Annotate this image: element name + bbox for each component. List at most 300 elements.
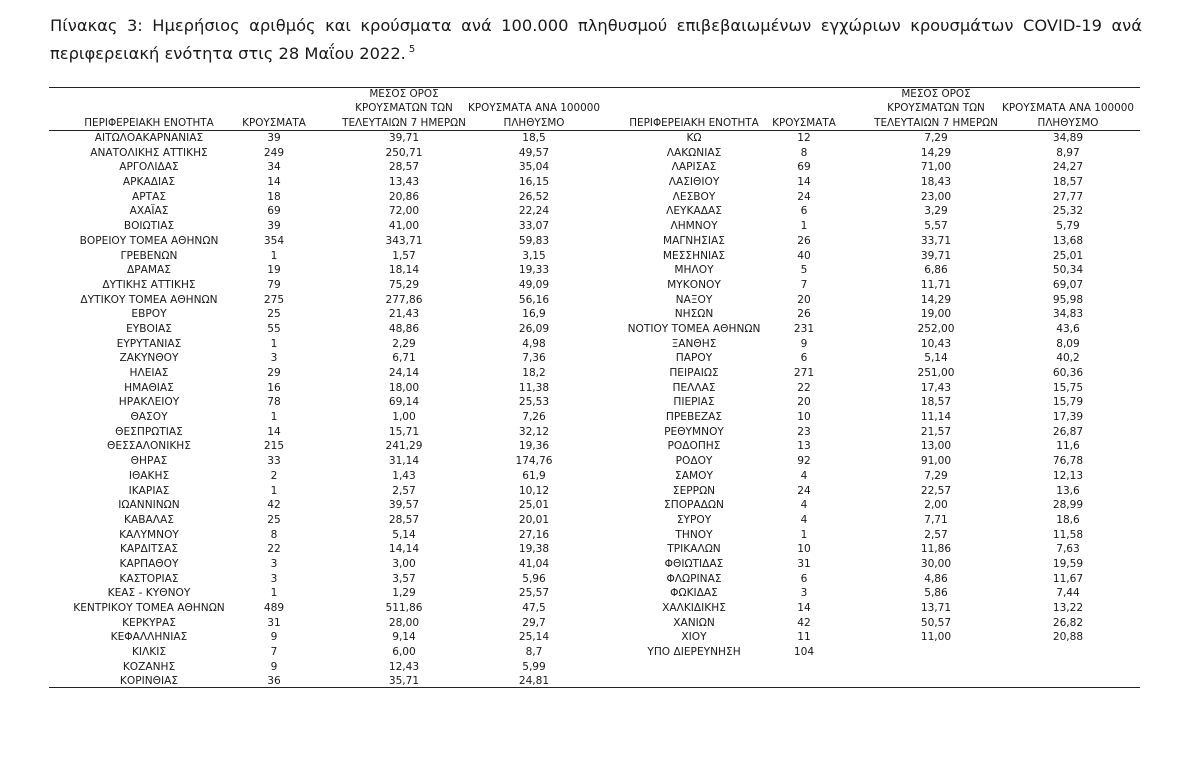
left-avg7-cell: 28,57 (388, 513, 420, 526)
right-region-cell: ΛΑΣΙΘΙΟΥ (668, 176, 720, 189)
left-region-cell: ΕΒΡΟΥ (131, 308, 167, 321)
right-cases-cell: 69 (797, 161, 811, 174)
right-region-cell: ΜΥΚΟΝΟΥ (667, 278, 721, 291)
right-region-cell: ΛΕΣΒΟΥ (672, 190, 716, 203)
left-region-cell: ΚΕΝΤΡΙΚΟΥ ΤΟΜΕΑ ΑΘΗΝΩΝ (73, 602, 225, 614)
header-avg7-left: ΜΕΣΟΣ ΟΡΟΣ ΚΡΟΥΣΜΑΤΩΝ ΤΩΝ ΤΕΛΕΥΤΑΙΩΝ 7 ΗΜΕΡΩΝ (342, 87, 466, 129)
table-row (49, 410, 1140, 425)
right-avg7-cell: 13,71 (920, 602, 952, 614)
left-per100k-cell: 19,33 (518, 264, 550, 277)
left-region-cell: ΔΥΤΙΚΟΥ ΤΟΜΕΑ ΑΘΗΝΩΝ (80, 293, 218, 306)
right-per100k-cell: 8,09 (1056, 337, 1080, 350)
table-row (49, 660, 1140, 675)
right-cases-cell: 5 (800, 264, 808, 277)
left-avg7-cell: 9,14 (392, 631, 416, 644)
table-caption (50, 14, 1142, 66)
right-region-cell: ΡΕΘΥΜΝΟΥ (664, 425, 724, 438)
left-avg7-cell: 75,29 (388, 278, 420, 291)
left-cases-cell: 16 (267, 381, 281, 394)
left-region-cell: ΘΕΣΠΡΩΤΙΑΣ (115, 425, 183, 438)
right-cases-cell: 3 (800, 587, 808, 600)
right-region-cell: ΣΠΟΡΑΔΩΝ (664, 499, 724, 512)
left-per100k-cell: 5,99 (522, 660, 546, 673)
left-region-cell: ΑΡΤΑΣ (131, 190, 167, 203)
left-region-cell: ΑΡΚΑΔΙΑΣ (122, 176, 176, 189)
right-region-cell: ΛΑΡΙΣΑΣ (671, 161, 717, 174)
left-per100k-cell: 10,12 (518, 484, 550, 497)
right-per100k-cell: 13,22 (1052, 602, 1084, 614)
right-cases-cell: 12 (797, 132, 811, 144)
left-cases-cell: 3 (270, 352, 278, 365)
left-cases-cell: 39 (267, 132, 281, 144)
right-per100k-cell: 20,88 (1052, 631, 1084, 644)
right-region-cell: ΝΗΣΩΝ (674, 308, 714, 321)
right-cases-cell: 24 (797, 190, 811, 203)
left-per100k-cell: 26,09 (518, 322, 550, 335)
left-cases-cell: 69 (267, 205, 281, 218)
table-row (49, 469, 1140, 484)
right-region-cell: ΦΘΙΩΤΙΔΑΣ (664, 557, 724, 570)
table-row (49, 204, 1140, 219)
left-cases-cell: 36 (267, 675, 281, 688)
right-avg7-cell: 18,43 (920, 176, 952, 189)
left-cases-cell: 34 (267, 161, 281, 174)
right-per100k-cell: 11,67 (1052, 572, 1084, 585)
left-region-cell: ΙΘΑΚΗΣ (128, 469, 170, 482)
left-avg7-cell: 35,71 (388, 675, 420, 688)
left-avg7-cell: 277,86 (385, 293, 423, 306)
right-region-cell: ΛΑΚΩΝΙΑΣ (666, 146, 722, 159)
header-cases-right: ΚΡΟΥΣΜΑΤΑ (772, 116, 836, 129)
right-avg7-cell: 11,71 (920, 278, 952, 291)
left-cases-cell: 3 (270, 557, 278, 570)
left-avg7-cell: 18,14 (388, 264, 420, 277)
left-region-cell: ΗΛΕΙΑΣ (129, 367, 169, 379)
header-cases-left: ΚΡΟΥΣΜΑΤΑ (242, 116, 306, 129)
left-region-cell: ΑΙΤΩΛΟΑΚΑΡΝΑΝΙΑΣ (94, 132, 204, 144)
right-per100k-cell: 26,87 (1052, 425, 1084, 438)
right-cases-cell: 9 (800, 337, 808, 350)
left-cases-cell: 79 (267, 278, 281, 291)
left-cases-cell: 33 (267, 455, 281, 468)
left-cases-cell: 9 (270, 660, 278, 673)
left-cases-cell: 1 (270, 411, 278, 424)
right-per100k-cell: 11,58 (1052, 528, 1084, 541)
left-cases-cell: 14 (267, 176, 281, 189)
right-region-cell: ΧΑΛΚΙΔΙΚΗΣ (662, 602, 726, 614)
right-avg7-cell: 7,29 (924, 469, 948, 482)
right-per100k-cell: 69,07 (1052, 278, 1084, 291)
table-row (49, 219, 1140, 234)
left-avg7-cell: 20,86 (388, 190, 420, 203)
right-per100k-cell: 95,98 (1052, 293, 1084, 306)
right-region-cell: ΡΟΔΟΠΗΣ (667, 440, 721, 453)
right-region-cell: ΠΕΙΡΑΙΩΣ (669, 367, 719, 379)
left-avg7-cell: 12,43 (388, 660, 420, 673)
table-row (49, 131, 1140, 146)
right-cases-cell: 10 (797, 543, 811, 556)
left-cases-cell: 275 (263, 293, 285, 306)
left-cases-cell: 7 (270, 646, 278, 659)
left-per100k-cell: 7,26 (522, 411, 546, 424)
left-avg7-cell: 1,00 (392, 411, 416, 424)
right-avg7-cell: 11,14 (920, 411, 952, 424)
left-avg7-cell: 3,57 (392, 572, 416, 585)
right-per100k-cell: 19,59 (1052, 557, 1084, 570)
left-region-cell: ΚΑΣΤΟΡΙΑΣ (119, 572, 179, 585)
right-per100k-cell: 18,6 (1056, 513, 1080, 526)
left-region-cell: ΚΕΦΑΛΛΗΝΙΑΣ (110, 631, 188, 644)
left-cases-cell: 249 (263, 146, 285, 159)
left-per100k-cell: 49,57 (518, 146, 550, 159)
table-row (49, 263, 1140, 278)
right-avg7-cell: 14,29 (920, 293, 952, 306)
right-cases-cell: 22 (797, 381, 811, 394)
left-cases-cell: 1 (270, 337, 278, 350)
left-region-cell: ΑΡΓΟΛΙΔΑΣ (119, 161, 179, 174)
right-per100k-cell: 13,68 (1052, 234, 1084, 247)
left-cases-cell: 1 (270, 587, 278, 600)
left-region-cell: ΓΡΕΒΕΝΩΝ (120, 249, 178, 262)
right-avg7-cell: 251,00 (917, 367, 955, 379)
right-per100k-cell: 43,6 (1056, 322, 1080, 335)
left-per100k-cell: 59,83 (518, 234, 550, 247)
left-region-cell: ΚΟΖΑΝΗΣ (122, 660, 176, 673)
right-avg7-cell: 5,57 (924, 220, 948, 233)
right-avg7-cell: 17,43 (920, 381, 952, 394)
left-cases-cell: 31 (267, 616, 281, 629)
right-per100k-cell: 40,2 (1056, 352, 1080, 365)
left-cases-cell: 14 (267, 425, 281, 438)
left-avg7-cell: 1,43 (392, 469, 416, 482)
left-cases-cell: 78 (267, 396, 281, 409)
left-region-cell: ΚΑΡΔΙΤΣΑΣ (119, 543, 179, 556)
left-region-cell: ΒΟΙΩΤΙΑΣ (123, 220, 175, 233)
table-row (49, 645, 1140, 660)
table-row (49, 557, 1140, 572)
table-row (49, 498, 1140, 513)
left-per100k-cell: 22,24 (518, 205, 550, 218)
right-region-cell: ΝΑΞΟΥ (675, 293, 713, 306)
table-row (49, 278, 1140, 293)
left-avg7-cell: 21,43 (388, 308, 420, 321)
right-per100k-cell: 18,57 (1052, 176, 1084, 189)
caption-footnote-ref: 5 (408, 44, 416, 55)
right-avg7-cell: 22,57 (920, 484, 952, 497)
right-region-cell: ΚΩ (686, 132, 702, 144)
left-region-cell: ΚΑΒΑΛΑΣ (124, 513, 174, 526)
table-row (49, 381, 1140, 396)
right-region-cell: ΣΥΡΟΥ (676, 513, 712, 526)
left-avg7-cell: 1,29 (392, 587, 416, 600)
left-avg7-cell: 3,00 (392, 557, 416, 570)
right-per100k-cell: 15,79 (1052, 396, 1084, 409)
left-region-cell: ΖΑΚΥΝΘΟΥ (119, 352, 179, 365)
right-cases-cell: 14 (797, 176, 811, 189)
left-cases-cell: 39 (267, 220, 281, 233)
right-region-cell: ΥΠΟ ΔΙΕΡΕΥΝΗΣΗ (647, 646, 741, 659)
right-avg7-cell: 33,71 (920, 234, 952, 247)
left-per100k-cell: 20,01 (518, 513, 550, 526)
right-cases-cell: 10 (797, 411, 811, 424)
right-region-cell: ΦΛΩΡΙΝΑΣ (666, 572, 722, 585)
left-cases-cell: 3 (270, 572, 278, 585)
right-region-cell: ΞΑΝΘΗΣ (671, 337, 717, 350)
right-avg7-cell: 71,00 (920, 161, 952, 174)
right-per100k-cell: 8,97 (1056, 146, 1080, 159)
right-cases-cell: 271 (793, 367, 815, 379)
right-cases-cell: 1 (800, 220, 808, 233)
left-cases-cell: 25 (267, 513, 281, 526)
left-per100k-cell: 29,7 (522, 616, 546, 629)
right-per100k-cell: 15,75 (1052, 381, 1084, 394)
left-avg7-cell: 14,14 (388, 543, 420, 556)
right-cases-cell: 11 (797, 631, 811, 644)
left-per100k-cell: 11,38 (518, 381, 550, 394)
right-region-cell: ΤΗΝΟΥ (675, 528, 713, 541)
right-region-cell: ΛΕΥΚΑΔΑΣ (666, 205, 722, 218)
left-cases-cell: 9 (270, 631, 278, 644)
right-cases-cell: 14 (797, 602, 811, 614)
table-row (49, 601, 1140, 616)
left-per100k-cell: 27,16 (518, 528, 550, 541)
right-avg7-cell: 3,29 (924, 205, 948, 218)
left-avg7-cell: 39,57 (388, 499, 420, 512)
right-avg7-cell: 19,00 (920, 308, 952, 321)
left-per100k-cell: 33,07 (518, 220, 550, 233)
right-cases-cell: 20 (797, 293, 811, 306)
left-per100k-cell: 61,9 (522, 469, 546, 482)
right-avg7-cell: 14,29 (920, 146, 952, 159)
table-row (49, 630, 1140, 645)
right-per100k-cell: 25,32 (1052, 205, 1084, 218)
left-cases-cell: 489 (263, 602, 285, 614)
left-avg7-cell: 15,71 (388, 425, 420, 438)
right-cases-cell: 26 (797, 308, 811, 321)
right-avg7-cell: 5,86 (924, 587, 948, 600)
left-cases-cell: 1 (270, 249, 278, 262)
right-avg7-cell: 13,00 (920, 440, 952, 453)
left-region-cell: ΚΙΛΚΙΣ (131, 646, 167, 659)
left-avg7-cell: 5,14 (392, 528, 416, 541)
table-row (49, 307, 1140, 322)
right-per100k-cell: 24,27 (1052, 161, 1084, 174)
left-cases-cell: 1 (270, 484, 278, 497)
left-region-cell: ΕΥΡΥΤΑΝΙΑΣ (116, 337, 182, 350)
left-region-cell: ΚΕΑΣ - ΚΥΘΝΟΥ (107, 587, 191, 600)
right-region-cell: ΜΕΣΣΗΝΙΑΣ (662, 249, 726, 262)
table-row (49, 190, 1140, 205)
header-avg7-right: ΜΕΣΟΣ ΟΡΟΣ ΚΡΟΥΣΜΑΤΩΝ ΤΩΝ ΤΕΛΕΥΤΑΙΩΝ 7 ΗΜΕΡΩΝ (874, 87, 998, 129)
right-region-cell: ΜΗΛΟΥ (674, 264, 714, 277)
right-region-cell: ΠΕΛΛΑΣ (672, 381, 716, 394)
left-cases-cell: 215 (263, 440, 285, 453)
right-per100k-cell: 7,44 (1056, 587, 1080, 600)
left-avg7-cell: 28,57 (388, 161, 420, 174)
left-cases-cell: 18 (267, 190, 281, 203)
right-avg7-cell: 7,29 (924, 132, 948, 144)
left-avg7-cell: 28,00 (388, 616, 420, 629)
left-avg7-cell: 31,14 (388, 455, 420, 468)
left-avg7-cell: 6,71 (392, 352, 416, 365)
right-cases-cell: 1 (800, 528, 808, 541)
right-region-cell: ΜΑΓΝΗΣΙΑΣ (663, 234, 725, 247)
right-cases-cell: 104 (793, 646, 815, 659)
right-cases-cell: 40 (797, 249, 811, 262)
left-per100k-cell: 49,09 (518, 278, 550, 291)
right-per100k-cell: 60,36 (1052, 367, 1084, 379)
right-per100k-cell: 50,34 (1052, 264, 1084, 277)
right-per100k-cell: 7,63 (1056, 543, 1080, 556)
left-cases-cell: 2 (270, 469, 278, 482)
left-per100k-cell: 25,53 (518, 396, 550, 409)
table-row (49, 293, 1140, 308)
left-region-cell: ΚΟΡΙΝΘΙΑΣ (119, 675, 179, 688)
left-region-cell: ΙΩΑΝΝΙΝΩΝ (118, 499, 180, 512)
left-region-cell: ΒΟΡΕΙΟΥ ΤΟΜΕΑ ΑΘΗΝΩΝ (79, 234, 219, 247)
right-cases-cell: 23 (797, 425, 811, 438)
right-region-cell: ΧΙΟΥ (681, 631, 707, 644)
table-row (49, 528, 1140, 543)
left-cases-cell: 42 (267, 499, 281, 512)
left-region-cell: ΑΧΑΪΑΣ (129, 205, 169, 218)
table-row (49, 337, 1140, 352)
right-avg7-cell: 5,14 (924, 352, 948, 365)
right-cases-cell: 6 (800, 352, 808, 365)
left-per100k-cell: 25,14 (518, 631, 550, 644)
right-per100k-cell: 76,78 (1052, 455, 1084, 468)
left-cases-cell: 25 (267, 308, 281, 321)
right-avg7-cell: 50,57 (920, 616, 952, 629)
right-avg7-cell: 21,57 (920, 425, 952, 438)
table-row (49, 454, 1140, 469)
right-cases-cell: 8 (800, 146, 808, 159)
right-avg7-cell: 30,00 (920, 557, 952, 570)
right-per100k-cell: 5,79 (1056, 220, 1080, 233)
left-avg7-cell: 343,71 (385, 234, 423, 247)
left-region-cell: ΚΕΡΚΥΡΑΣ (122, 616, 176, 629)
left-cases-cell: 8 (270, 528, 278, 541)
left-avg7-cell: 48,86 (388, 322, 420, 335)
left-per100k-cell: 32,12 (518, 425, 550, 438)
left-region-cell: ΚΑΡΠΑΘΟΥ (119, 557, 179, 570)
right-avg7-cell: 91,00 (920, 455, 952, 468)
right-avg7-cell: 2,57 (924, 528, 948, 541)
left-per100k-cell: 16,9 (522, 308, 546, 321)
right-avg7-cell: 10,43 (920, 337, 952, 350)
right-avg7-cell: 23,00 (920, 190, 952, 203)
right-cases-cell: 92 (797, 455, 811, 468)
table-row (49, 395, 1140, 410)
left-per100k-cell: 4,98 (522, 337, 546, 350)
left-per100k-cell: 19,36 (518, 440, 550, 453)
right-avg7-cell: 11,86 (920, 543, 952, 556)
left-per100k-cell: 7,36 (522, 352, 546, 365)
right-cases-cell: 13 (797, 440, 811, 453)
table-row (49, 146, 1140, 161)
table-row (49, 351, 1140, 366)
right-cases-cell: 4 (800, 499, 808, 512)
table-row (49, 572, 1140, 587)
left-avg7-cell: 2,29 (392, 337, 416, 350)
left-cases-cell: 55 (267, 322, 281, 335)
table-row (49, 234, 1140, 249)
table-row (49, 542, 1140, 557)
left-avg7-cell: 6,00 (392, 646, 416, 659)
left-region-cell: ΘΕΣΣΑΛΟΝΙΚΗΣ (107, 440, 191, 453)
header-region-left: ΠΕΡΙΦΕΡΕΙΑΚΗ ΕΝΟΤΗΤΑ (84, 116, 214, 129)
table-row (49, 249, 1140, 264)
right-avg7-cell: 7,71 (924, 513, 948, 526)
left-region-cell: ΙΚΑΡΙΑΣ (128, 484, 170, 497)
table-row (49, 425, 1140, 440)
table-row (49, 616, 1140, 631)
right-region-cell: ΠΡΕΒΕΖΑΣ (665, 411, 723, 424)
left-avg7-cell: 1,57 (392, 249, 416, 262)
right-region-cell: ΛΗΜΝΟΥ (670, 220, 718, 233)
left-per100k-cell: 16,15 (518, 176, 550, 189)
left-per100k-cell: 35,04 (518, 161, 550, 174)
left-cases-cell: 29 (267, 367, 281, 379)
left-region-cell: ΕΥΒΟΙΑΣ (126, 322, 172, 335)
right-avg7-cell: 4,86 (924, 572, 948, 585)
right-avg7-cell: 6,86 (924, 264, 948, 277)
left-region-cell: ΑΝΑΤΟΛΙΚΗΣ ΑΤΤΙΚΗΣ (90, 146, 208, 159)
right-avg7-cell: 39,71 (920, 249, 952, 262)
left-region-cell: ΔΥΤΙΚΗΣ ΑΤΤΙΚΗΣ (102, 278, 196, 291)
table-row (49, 439, 1140, 454)
left-region-cell: ΗΡΑΚΛΕΙΟΥ (118, 396, 180, 409)
right-region-cell: ΧΑΝΙΩΝ (673, 616, 715, 629)
right-per100k-cell: 11,6 (1056, 440, 1080, 453)
left-region-cell: ΚΑΛΥΜΝΟΥ (119, 528, 179, 541)
left-avg7-cell: 24,14 (388, 367, 420, 379)
left-per100k-cell: 25,01 (518, 499, 550, 512)
left-avg7-cell: 511,86 (385, 602, 423, 614)
right-region-cell: ΣΑΜΟΥ (675, 469, 713, 482)
right-cases-cell: 31 (797, 557, 811, 570)
left-per100k-cell: 18,2 (522, 367, 546, 379)
right-avg7-cell: 252,00 (917, 322, 955, 335)
right-region-cell: ΤΡΙΚΑΛΩΝ (667, 543, 721, 556)
left-per100k-cell: 47,5 (522, 602, 546, 614)
right-per100k-cell: 28,99 (1052, 499, 1084, 512)
table-bottom-rule (49, 687, 1140, 688)
right-avg7-cell: 18,57 (920, 396, 952, 409)
header-region-right: ΠΕΡΙΦΕΡΕΙΑΚΗ ΕΝΟΤΗΤΑ (629, 116, 759, 129)
right-per100k-cell: 26,82 (1052, 616, 1084, 629)
right-region-cell: ΡΟΔΟΥ (675, 455, 713, 468)
table-row (49, 484, 1140, 499)
left-per100k-cell: 26,52 (518, 190, 550, 203)
left-per100k-cell: 24,81 (518, 675, 550, 688)
left-per100k-cell: 19,38 (518, 543, 550, 556)
right-per100k-cell: 34,89 (1052, 132, 1084, 144)
right-region-cell: ΠΙΕΡΙΑΣ (673, 396, 715, 409)
left-avg7-cell: 18,00 (388, 381, 420, 394)
right-per100k-cell: 12,13 (1052, 469, 1084, 482)
left-region-cell: ΗΜΑΘΙΑΣ (124, 381, 174, 394)
table-row (49, 322, 1140, 337)
caption-text: Πίνακας 3: Ημερήσιος αριθμός και κρούσματα ανά 100.000 πληθυσμού επιβεβαιωμένων εγχώριων κρουσμάτων COVID-19 ανά περιφερειακή ενότητα στις 28 Μαΐου 2022. (50, 16, 1142, 63)
left-per100k-cell: 5,96 (522, 572, 546, 585)
left-per100k-cell: 56,16 (518, 293, 550, 306)
right-cases-cell: 7 (800, 278, 808, 291)
left-avg7-cell: 72,00 (388, 205, 420, 218)
right-per100k-cell: 25,01 (1052, 249, 1084, 262)
left-region-cell: ΔΡΑΜΑΣ (127, 264, 171, 277)
left-region-cell: ΘΗΡΑΣ (130, 455, 168, 468)
